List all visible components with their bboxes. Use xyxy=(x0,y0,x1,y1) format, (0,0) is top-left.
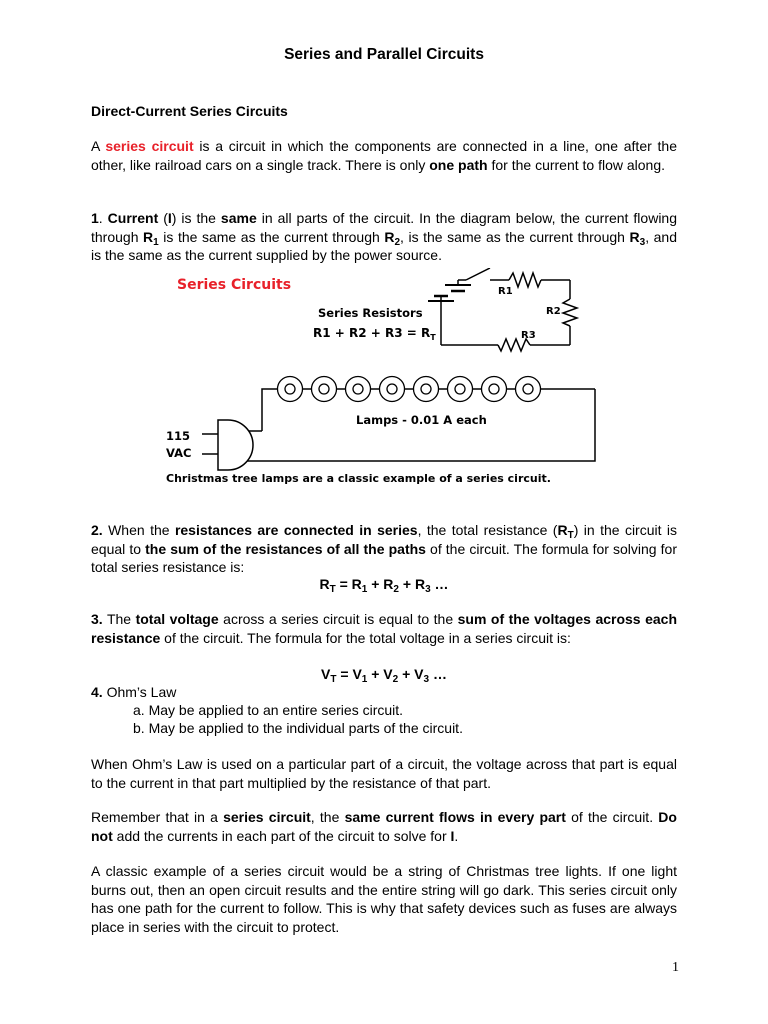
point-2-paragraph: 2. When the resistances are connected in series, the total resistance $(R_T)$ in the circuit is equal to the sum of the resistances of all the paths of the circuit. The formula for solving for total series resistance is: xyxy=(91,522,678,575)
diagram-title: Series Circuits xyxy=(177,277,292,293)
resistor-formula: $R1 + R2 + R3 = R_T$ xyxy=(313,326,436,342)
resistor-r1-icon xyxy=(509,273,541,287)
plug-icon xyxy=(218,420,253,470)
intro-paragraph: A series circuit is a circuit in which the components are connected in a line, one after the other, like railroad cars on a single track. There is only one path for the current to flow along. xyxy=(91,138,677,173)
circuit-figure xyxy=(160,268,615,490)
ohms-law-paragraph: When Ohm’s Law is used on a particular part of a circuit, the voltage across that part is equal to the current in that part multiplied by the resistance of that part. xyxy=(91,756,677,791)
lamp-icon xyxy=(380,377,405,402)
christmas-lights-paragraph: A classic example of a series circuit would be a string of Christmas tree lights. If one light burns out, then an open circuit results and the entire string will go dark. This series circuit only has one path for the current to follow. This is why that safety devices such as fuses are always place in series with the circuit to protect. xyxy=(91,863,677,935)
point-3-paragraph: 3. The total voltage across a series circuit is equal to the sum of the voltages across each resistance of the circuit. The formula for the total voltage in a series circuit is: xyxy=(91,611,677,646)
voltage-number: 115 xyxy=(166,429,191,443)
r1-label: R1 xyxy=(498,286,513,297)
page-title: Series and Parallel Circuits xyxy=(284,46,484,63)
point-4-heading: 4. Ohm’s Law xyxy=(91,684,177,700)
r3-label: R3 xyxy=(521,330,536,341)
point-1-paragraph: 1. Current (I) is the same in all parts of the circuit. In the diagram below, the current flowing through $R_1$ is the same as the current through $R_2$, is the same as the current through $R_3$, and is the same as the current supplied by the power source. xyxy=(91,210,678,263)
lamp-icon xyxy=(346,377,371,402)
same-current-paragraph: Remember that in a series circuit, the same current flows in every part of the circuit. Do not add the currents in each part of the circuit to solve for I. xyxy=(91,809,677,844)
switch-icon xyxy=(466,268,490,280)
page-number: 1 xyxy=(672,960,679,975)
ohms-law-item-b: b. May be applied to the individual parts of the circuit. xyxy=(133,720,463,736)
lamp-icon xyxy=(482,377,507,402)
lamp-icon xyxy=(516,377,541,402)
lamp-icon xyxy=(448,377,473,402)
section-heading: Direct-Current Series Circuits xyxy=(91,103,288,119)
lamp-icon xyxy=(414,377,439,402)
total-resistance-formula: $R_T = R_1 + R_2 + R_3$ … xyxy=(319,576,449,595)
ohms-law-item-a: a. May be applied to an entire series circuit. xyxy=(133,702,404,718)
voltage-unit: VAC xyxy=(166,446,192,460)
lamps-label: Lamps - 0.01 A each xyxy=(356,413,487,427)
lamp-string-circuit xyxy=(202,389,595,470)
lamp-icon xyxy=(278,377,303,402)
lamp-icon xyxy=(312,377,337,402)
series-circuit-diagram xyxy=(160,268,615,490)
series-circuit-term: series circuit xyxy=(105,138,194,154)
diagram-caption: Christmas tree lamps are a classic example of a series circuit. xyxy=(166,472,551,485)
total-voltage-formula: $V_T = V_1 + V_2 + V_3$ … xyxy=(321,666,447,685)
resistor-r2-icon xyxy=(563,299,577,326)
series-resistors-label: Series Resistors xyxy=(318,306,423,320)
r2-label: R2 xyxy=(546,306,561,317)
